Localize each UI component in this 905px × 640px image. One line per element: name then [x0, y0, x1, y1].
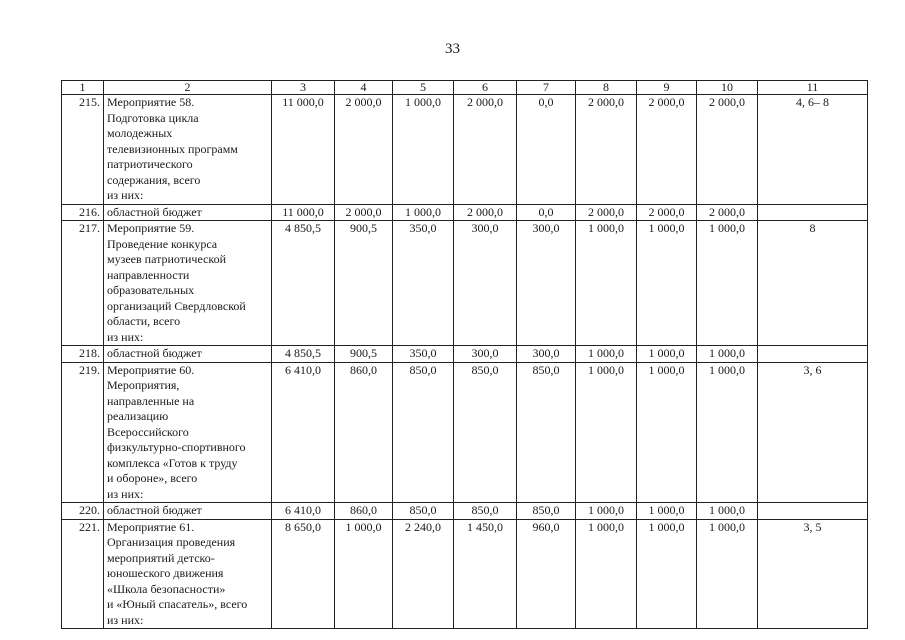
activity-name	[104, 519, 272, 629]
amount-cell: 850,0	[517, 503, 576, 520]
amount-cell: 6 410,0	[272, 362, 335, 503]
amount-cell: 1 000,0	[637, 346, 697, 363]
target-indicators	[758, 204, 868, 221]
row-number: 217.	[62, 221, 104, 346]
activity-name-line: Всероссийского	[107, 424, 189, 439]
activity-name-line: и «Юный спасатель», всего	[107, 597, 248, 611]
row-number: 215.	[62, 95, 104, 205]
activity-name-line: из них:	[107, 188, 144, 202]
header-row	[62, 81, 868, 95]
amount-cell: 900,5	[335, 346, 393, 363]
activity-name	[104, 503, 272, 520]
table-row	[62, 362, 868, 503]
amount-cell: 850,0	[454, 503, 517, 520]
activity-name-line: организаций Свердловской	[107, 298, 246, 313]
column-header: 7	[517, 81, 576, 95]
activity-name-line: области, всего	[107, 314, 181, 328]
amount-cell: 1 000,0	[697, 346, 758, 363]
amount-cell: 11 000,0	[272, 204, 335, 221]
activity-name	[104, 362, 272, 503]
amount-cell: 1 000,0	[637, 221, 697, 346]
activity-name-line: Мероприятие 61.	[107, 519, 195, 534]
amount-cell: 1 000,0	[393, 95, 454, 205]
row-number: 218.	[62, 346, 104, 363]
amount-cell: 300,0	[454, 346, 517, 363]
column-header: 6	[454, 81, 517, 95]
amount-cell: 2 240,0	[393, 519, 454, 629]
amount-cell: 2 000,0	[454, 95, 517, 205]
amount-cell: 1 000,0	[697, 221, 758, 346]
activity-name-line: «Школа безопасности»	[107, 581, 226, 596]
amount-cell: 2 000,0	[576, 95, 637, 205]
amount-cell: 11 000,0	[272, 95, 335, 205]
amount-cell: 850,0	[393, 503, 454, 520]
amount-cell: 4 850,5	[272, 346, 335, 363]
page-number: 33	[445, 41, 460, 57]
amount-cell: 850,0	[393, 362, 454, 503]
column-header: 10	[697, 81, 758, 95]
row-number: 220.	[62, 503, 104, 520]
amount-cell: 300,0	[454, 221, 517, 346]
target-indicators: 3, 5	[758, 519, 868, 629]
amount-cell: 2 000,0	[637, 204, 697, 221]
activity-name	[104, 95, 272, 205]
activity-name	[104, 346, 272, 363]
activity-name-line: юношеского движения	[107, 566, 224, 580]
amount-cell: 1 000,0	[393, 204, 454, 221]
activity-name-line: реализацию	[107, 409, 169, 423]
amount-cell: 1 000,0	[637, 503, 697, 520]
activity-name-line: Мероприятие 60.	[107, 362, 195, 377]
column-header: 5	[393, 81, 454, 95]
column-header: 1	[62, 81, 104, 95]
table-row	[62, 95, 868, 205]
target-indicators: 8	[758, 221, 868, 346]
activity-name-line: мероприятий детско-	[107, 550, 215, 565]
amount-cell: 2 000,0	[576, 204, 637, 221]
activity-name-line: молодежных	[107, 126, 173, 140]
table-row	[62, 519, 868, 629]
amount-cell: 0,0	[517, 204, 576, 221]
column-header: 8	[576, 81, 637, 95]
amount-cell: 4 850,5	[272, 221, 335, 346]
budget-table	[61, 80, 868, 629]
table-row	[62, 221, 868, 346]
column-header: 2	[104, 81, 272, 95]
amount-cell: 850,0	[454, 362, 517, 503]
target-indicators: 3, 6	[758, 362, 868, 503]
activity-name-line: Подготовка цикла	[107, 110, 199, 125]
amount-cell: 6 410,0	[272, 503, 335, 520]
activity-name-line: Организация проведения	[107, 535, 236, 549]
amount-cell: 2 000,0	[697, 204, 758, 221]
activity-name-line: направленные на	[107, 393, 195, 408]
activity-name-line: образовательных	[107, 283, 195, 297]
activity-name-line: Мероприятия,	[107, 378, 180, 392]
activity-name-line: патриотического	[107, 157, 193, 171]
column-header: 4	[335, 81, 393, 95]
activity-name-line: Мероприятие 58.	[107, 95, 195, 109]
amount-cell: 1 000,0	[576, 221, 637, 346]
activity-name-line: телевизионных программ	[107, 141, 238, 156]
activity-name-line: областной бюджет	[107, 503, 202, 517]
amount-cell: 1 000,0	[637, 519, 697, 629]
amount-cell: 860,0	[335, 362, 393, 503]
amount-cell: 850,0	[517, 362, 576, 503]
amount-cell: 2 000,0	[454, 204, 517, 221]
target-indicators	[758, 346, 868, 363]
amount-cell: 2 000,0	[697, 95, 758, 205]
activity-name-line: из них:	[107, 612, 144, 627]
amount-cell: 300,0	[517, 221, 576, 346]
amount-cell: 1 000,0	[576, 346, 637, 363]
target-indicators: 4, 6– 8	[758, 95, 868, 205]
row-number: 221.	[62, 519, 104, 629]
activity-name-line: и обороне», всего	[107, 471, 198, 485]
amount-cell: 900,5	[335, 221, 393, 346]
activity-name	[104, 204, 272, 221]
activity-name-line: из них:	[107, 486, 144, 501]
amount-cell: 350,0	[393, 221, 454, 346]
activity-name-line: физкультурно-спортивного	[107, 440, 246, 454]
row-number: 219.	[62, 362, 104, 503]
activity-name-line: направленности	[107, 267, 190, 282]
activity-name-line: содержания, всего	[107, 172, 201, 187]
amount-cell: 860,0	[335, 503, 393, 520]
row-number: 216.	[62, 204, 104, 221]
activity-name-line: музеев патриотической	[107, 252, 227, 266]
amount-cell: 1 000,0	[335, 519, 393, 629]
activity-name-line: Проведение конкурса	[107, 236, 218, 251]
amount-cell: 1 000,0	[637, 362, 697, 503]
column-header: 9	[637, 81, 697, 95]
activity-name-line: областной бюджет	[107, 346, 202, 360]
activity-name-line: из них:	[107, 329, 144, 344]
amount-cell: 1 000,0	[576, 519, 637, 629]
activity-name-line: Мероприятие 59.	[107, 221, 195, 235]
table-row	[62, 346, 868, 363]
amount-cell: 350,0	[393, 346, 454, 363]
amount-cell: 1 000,0	[697, 362, 758, 503]
amount-cell: 2 000,0	[335, 95, 393, 205]
amount-cell: 0,0	[517, 95, 576, 205]
amount-cell: 2 000,0	[335, 204, 393, 221]
amount-cell: 300,0	[517, 346, 576, 363]
column-header: 11	[758, 81, 868, 95]
amount-cell: 1 000,0	[576, 503, 637, 520]
amount-cell: 1 000,0	[576, 362, 637, 503]
amount-cell: 1 450,0	[454, 519, 517, 629]
target-indicators	[758, 503, 868, 520]
activity-name-line: областной бюджет	[107, 204, 202, 219]
activity-name-line: комплекса «Готов к труду	[107, 455, 238, 470]
activity-name	[104, 221, 272, 346]
amount-cell: 8 650,0	[272, 519, 335, 629]
amount-cell: 2 000,0	[637, 95, 697, 205]
amount-cell: 960,0	[517, 519, 576, 629]
amount-cell: 1 000,0	[697, 503, 758, 520]
column-header: 3	[272, 81, 335, 95]
amount-cell: 1 000,0	[697, 519, 758, 629]
table-row	[62, 503, 868, 520]
table-row	[62, 204, 868, 221]
